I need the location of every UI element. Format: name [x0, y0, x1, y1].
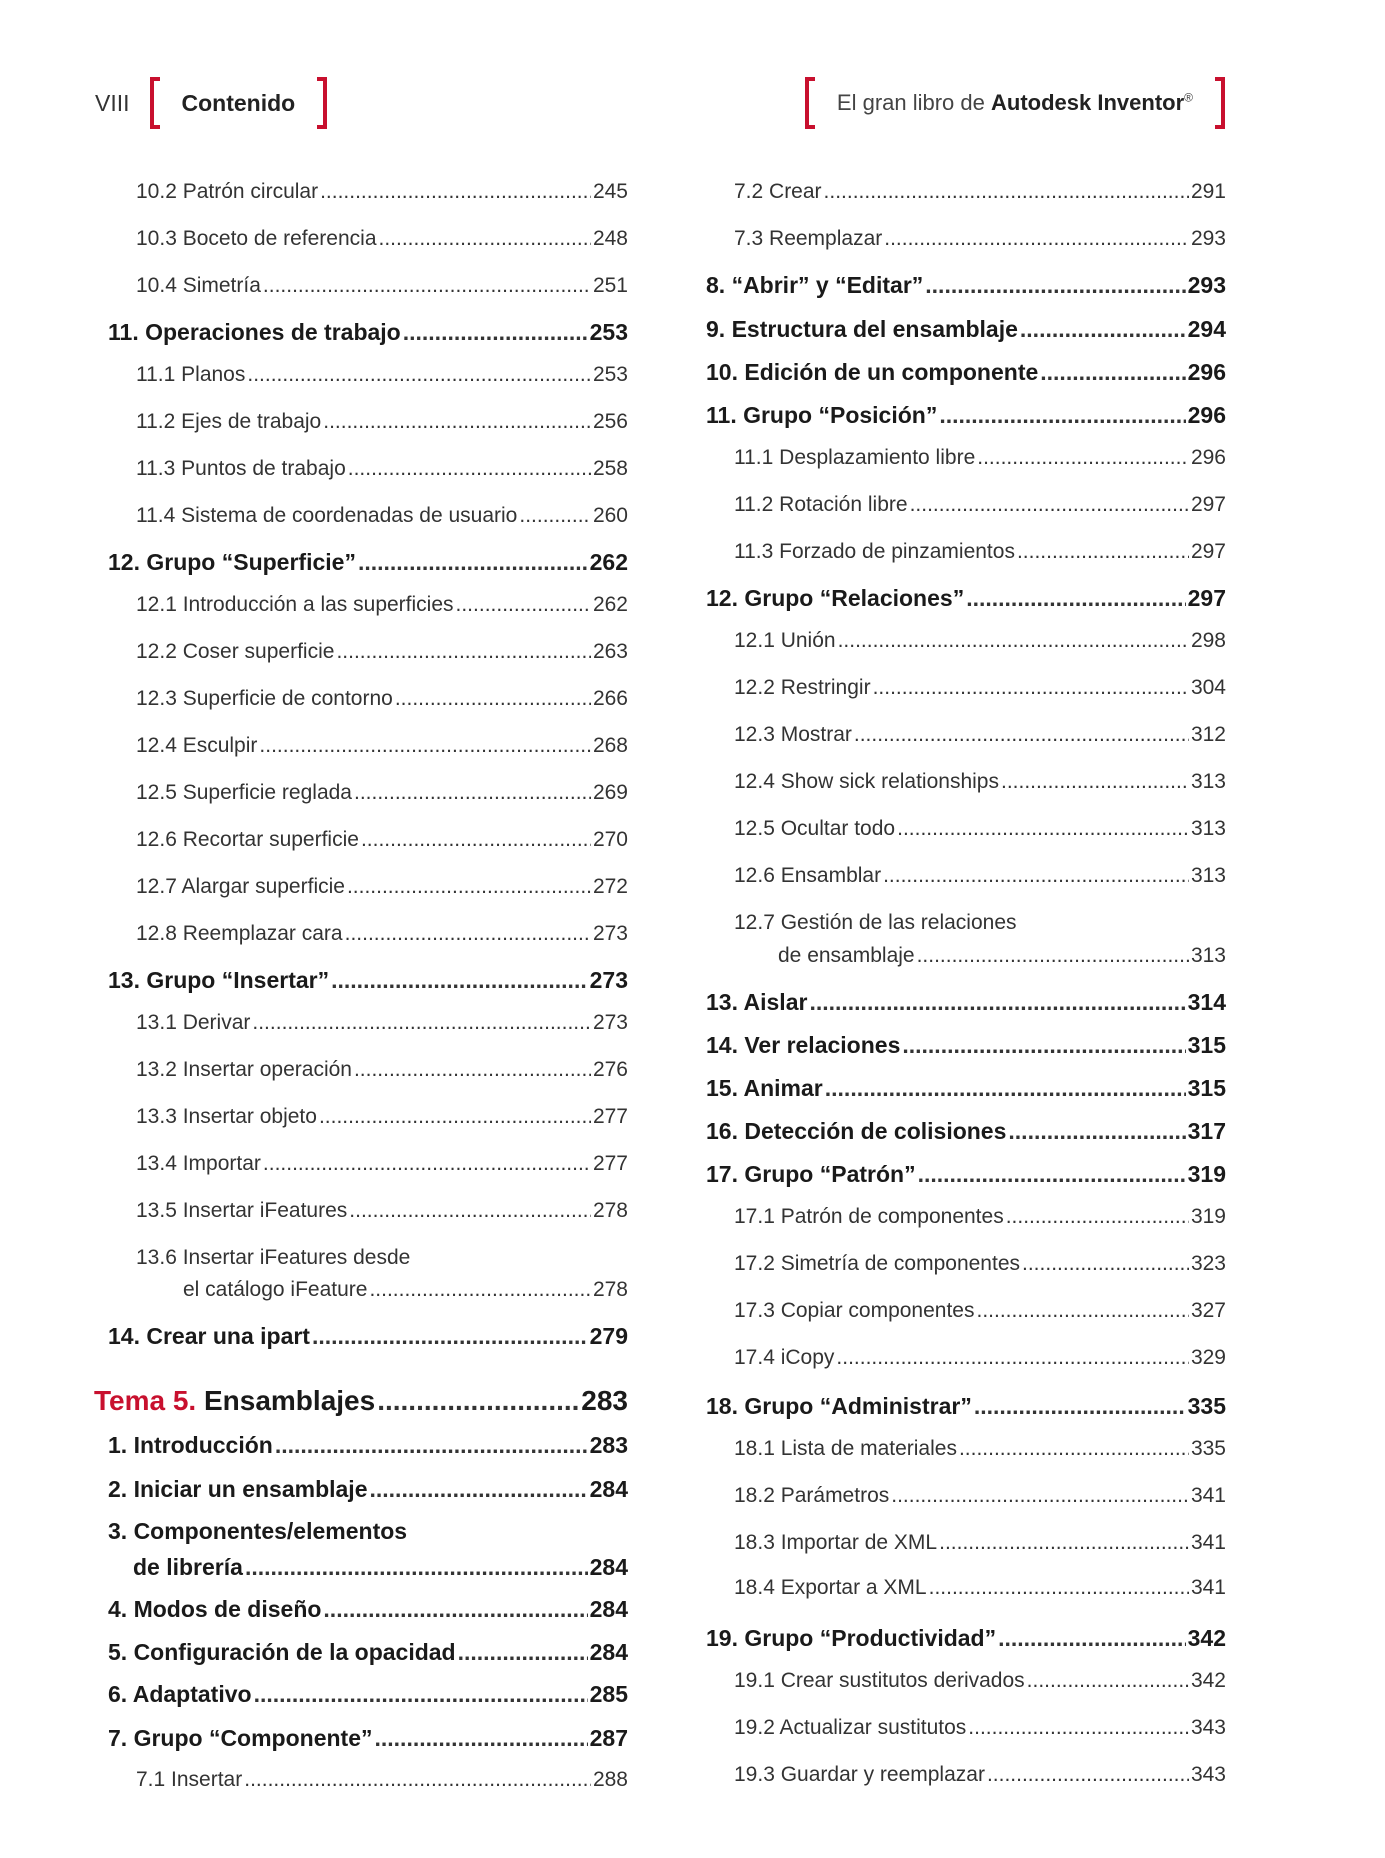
topic-number: Tema 5. [94, 1385, 197, 1416]
toc-entry[interactable]: 10.4 Simetría ..... 251 [108, 274, 628, 298]
toc-entry[interactable]: 17.3 Copiar componentes ..... 327 [706, 1299, 1226, 1323]
toc-chapter[interactable]: 5. Configuración de la opacidad ..... 284 [108, 1639, 628, 1666]
registered-mark: ® [1184, 90, 1193, 105]
toc-chapter[interactable]: 15. Animar ..... 315 [706, 1075, 1226, 1102]
book-bracket-close [1215, 77, 1225, 129]
toc-entry[interactable]: 13.4 Importar ..... 277 [108, 1152, 628, 1176]
toc-entry[interactable]: 10.2 Patrón circular ..... 245 [108, 180, 628, 204]
toc-entry[interactable]: 7.2 Crear ..... 291 [706, 180, 1226, 204]
toc-entry[interactable]: 11.1 Planos ..... 253 [108, 363, 628, 387]
toc-entry[interactable]: 18.2 Parámetros ..... 341 [706, 1484, 1226, 1508]
page-header-right [805, 78, 1225, 128]
book-title-prefix: El gran libro de [836, 90, 985, 115]
toc-entry[interactable]: 12.5 Superficie reglada ..... 269 [108, 781, 628, 805]
header-bracket-open [150, 77, 160, 129]
toc-entry[interactable]: 19.1 Crear sustitutos derivados ..... 342 [706, 1669, 1226, 1693]
toc-entry[interactable]: 12.5 Ocultar todo ..... 313 [706, 817, 1226, 841]
toc-entry[interactable]: 12.6 Recortar superficie ..... 270 [108, 828, 628, 852]
toc-chapter[interactable]: 10. Edición de un componente ..... 296 [706, 359, 1226, 386]
toc-entry[interactable]: 7.3 Reemplazar ..... 293 [706, 227, 1226, 251]
toc-entry[interactable]: 12.1 Unión ..... 298 [706, 629, 1226, 653]
toc-chapter[interactable]: 13. Grupo “Insertar” ..... 273 [108, 967, 628, 994]
page-number: VIII [95, 89, 130, 116]
toc-entry[interactable]: el catálogo iFeature ..... 278 [108, 1278, 628, 1302]
toc-entry[interactable]: 13.2 Insertar operación ..... 276 [108, 1058, 628, 1082]
toc-chapter[interactable]: 13. Aislar ..... 314 [706, 989, 1226, 1016]
header-bracket-close [317, 77, 327, 129]
toc-entry[interactable]: 12.2 Coser superficie ..... 263 [108, 640, 628, 664]
toc-entry[interactable]: 11.2 Rotación libre ..... 297 [706, 493, 1226, 517]
toc-entry[interactable]: 18.4 Exportar a XML ..... 341 [706, 1576, 1226, 1600]
toc-entry[interactable]: 12.1 Introducción a las superficies ..... 262 [108, 593, 628, 617]
toc-entry[interactable]: 12.8 Reemplazar cara ..... 273 [108, 922, 628, 946]
toc-entry[interactable]: 12.7 Alargar superficie ..... 272 [108, 875, 628, 899]
toc-chapter[interactable]: 4. Modos de diseño ..... 284 [108, 1596, 628, 1623]
toc-chapter[interactable]: 2. Iniciar un ensamblaje ..... 284 [108, 1476, 628, 1503]
book-title-name: Autodesk Inventor [991, 90, 1185, 115]
toc-entry[interactable]: 18.3 Importar de XML ..... 341 [706, 1531, 1226, 1555]
toc-chapter[interactable]: 9. Estructura del ensamblaje ..... 294 [706, 316, 1226, 343]
toc-chapter[interactable]: 16. Detección de colisiones ..... 317 [706, 1118, 1226, 1145]
toc-entry-line1: 13.6 Insertar iFeatures desde [136, 1246, 411, 1269]
toc-entry[interactable]: 11.3 Puntos de trabajo ..... 258 [108, 457, 628, 481]
toc-chapter[interactable]: 17. Grupo “Patrón” ..... 319 [706, 1161, 1226, 1188]
toc-entry[interactable]: 17.4 iCopy ..... 329 [706, 1346, 1226, 1370]
toc-chapter[interactable]: 11. Operaciones de trabajo ..... 253 [108, 319, 628, 346]
toc-chapter[interactable]: 19. Grupo “Productividad” ..... 342 [706, 1625, 1226, 1652]
toc-chapter[interactable]: de librería ..... 284 [108, 1554, 628, 1581]
toc-entry-line1: 12.7 Gestión de las relaciones [734, 911, 1017, 934]
toc-entry[interactable]: de ensamblaje ..... 313 [706, 944, 1226, 968]
book-title [837, 90, 1193, 116]
toc-entry[interactable]: 10.3 Boceto de referencia ..... 248 [108, 227, 628, 251]
toc-topic[interactable]: Tema 5. Ensamblajes ..... 283 [94, 1385, 628, 1417]
toc-entry[interactable]: 11.4 Sistema de coordenadas de usuario ..... 260 [108, 504, 628, 528]
toc-entry[interactable]: 12.2 Restringir ..... 304 [706, 676, 1226, 700]
toc-chapter[interactable]: 1. Introducción ..... 283 [108, 1432, 628, 1459]
toc-entry[interactable]: 18.1 Lista de materiales ..... 335 [706, 1437, 1226, 1461]
book-bracket-open [805, 77, 815, 129]
section-title: Contenido [181, 89, 296, 116]
toc-entry[interactable]: 12.4 Esculpir ..... 268 [108, 734, 628, 758]
toc-entry[interactable]: 17.1 Patrón de componentes ..... 319 [706, 1205, 1226, 1229]
toc-entry[interactable]: 7.1 Insertar ..... 288 [108, 1768, 628, 1792]
toc-chapter[interactable]: 18. Grupo “Administrar” ..... 335 [706, 1393, 1226, 1420]
toc-entry[interactable]: 12.3 Superficie de contorno ..... 266 [108, 687, 628, 711]
toc-entry[interactable]: 12.6 Ensamblar ..... 313 [706, 864, 1226, 888]
toc-entry[interactable]: 19.3 Guardar y reemplazar ..... 343 [706, 1763, 1226, 1787]
toc-chapter[interactable]: 7. Grupo “Componente” ..... 287 [108, 1725, 628, 1752]
toc-entry[interactable]: 17.2 Simetría de componentes ..... 323 [706, 1252, 1226, 1276]
toc-entry[interactable]: 11.3 Forzado de pinzamientos ..... 297 [706, 540, 1226, 564]
toc-chapter[interactable]: 14. Crear una ipart ..... 279 [108, 1323, 628, 1350]
toc-chapter-line1: 3. Componentes/elementos [108, 1518, 408, 1544]
toc-chapter[interactable]: 14. Ver relaciones ..... 315 [706, 1032, 1226, 1059]
toc-entry[interactable]: 13.1 Derivar ..... 273 [108, 1011, 628, 1035]
toc-entry[interactable]: 11.1 Desplazamiento libre ..... 296 [706, 446, 1226, 470]
toc-chapter[interactable]: 11. Grupo “Posición” ..... 296 [706, 402, 1226, 429]
toc-entry[interactable]: 13.5 Insertar iFeatures ..... 278 [108, 1199, 628, 1223]
toc-entry[interactable]: 12.3 Mostrar ..... 312 [706, 723, 1226, 747]
toc-entry[interactable]: 19.2 Actualizar sustitutos ..... 343 [706, 1716, 1226, 1740]
toc-chapter[interactable]: 12. Grupo “Superficie” ..... 262 [108, 549, 628, 576]
toc-entry[interactable]: 13.3 Insertar objeto ..... 277 [108, 1105, 628, 1129]
toc-entry[interactable]: 11.2 Ejes de trabajo ..... 256 [108, 410, 628, 434]
toc-chapter[interactable]: 6. Adaptativo ..... 285 [108, 1681, 628, 1708]
toc-chapter[interactable]: 8. “Abrir” y “Editar” ..... 293 [706, 272, 1226, 299]
toc-chapter[interactable]: 12. Grupo “Relaciones” ..... 297 [706, 585, 1226, 612]
page-header-left [95, 78, 327, 128]
toc-entry[interactable]: 12.4 Show sick relationships ..... 313 [706, 770, 1226, 794]
